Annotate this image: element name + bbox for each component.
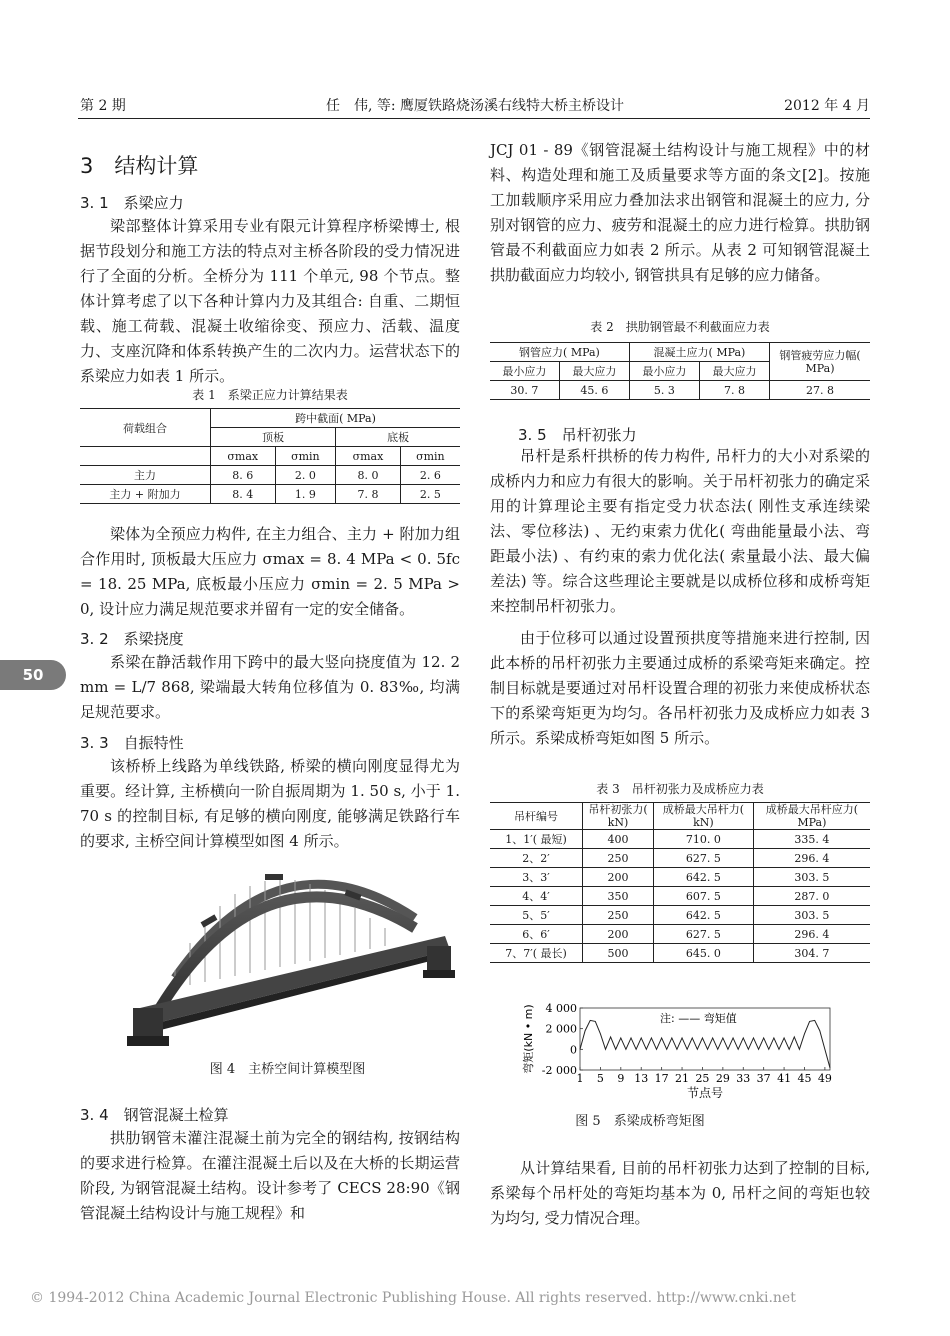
table1-smin: σmin	[416, 449, 445, 463]
table-cell: 250	[583, 849, 654, 868]
y-tick-label: 0	[570, 1043, 577, 1057]
chart-legend: 注: —— 弯矩值	[660, 1012, 737, 1025]
section-3-heading: 3 结构计算	[80, 154, 199, 178]
table2-min: 最小应力	[629, 362, 699, 381]
section-3-1-heading: 3. 1 系梁应力	[80, 194, 184, 212]
figure4-caption: 图 4 主桥空间计算模型图	[209, 1062, 366, 1077]
x-tick-label: 45	[797, 1072, 812, 1085]
table-cell: 主力 + 附加力	[80, 485, 211, 504]
table-row	[490, 868, 870, 887]
section-3-5-heading: 3. 5 吊杆初张力	[518, 426, 637, 444]
header-issue: 第 2 期	[80, 98, 126, 114]
table-cell: 8. 6	[211, 466, 276, 485]
x-tick-label: 37	[756, 1072, 771, 1085]
table-cell: 645. 0	[654, 944, 754, 963]
table-cell: 304. 7	[794, 946, 830, 960]
table2-steel: 钢管应力( MPa)	[490, 343, 629, 362]
y-tick-label: 4 000	[545, 1002, 577, 1015]
table-cell: 4、4′	[490, 887, 583, 906]
header-date: 2012 年 4 月	[784, 98, 870, 114]
table3-h3: 成桥最大吊杆应力( MPa)	[765, 803, 859, 829]
table-row	[490, 381, 870, 400]
table2-max: 最大应力	[559, 362, 629, 381]
table-cell: 350	[583, 887, 654, 906]
table1-smin: σmin	[275, 447, 336, 466]
table2-caption: 表 2 拱肋钢管最不利截面应力表	[590, 320, 770, 334]
table-cell: 8. 0	[336, 466, 401, 485]
x-tick-label: 41	[777, 1072, 792, 1085]
table1-smax: σmax	[211, 447, 276, 466]
table-row	[80, 466, 460, 485]
y-axis-label: 弯矩(kN • m)	[522, 1004, 535, 1074]
table-cell: 627. 5	[654, 925, 754, 944]
table2-max: 最大应力	[699, 362, 769, 381]
table2-min: 最小应力	[490, 362, 559, 381]
table-cell: 2. 0	[275, 466, 336, 485]
x-tick-label: 49	[817, 1072, 832, 1085]
table-cell: 710. 0	[654, 830, 754, 849]
table-cell: 642. 5	[654, 906, 754, 925]
table-cell: 250	[583, 906, 654, 925]
table-cell: 8. 4	[211, 485, 276, 504]
table1-top: 顶板	[211, 428, 336, 447]
page-number-tab: 50	[0, 660, 66, 690]
section-3-2-heading: 3. 2 系梁挠度	[80, 630, 184, 648]
table-cell: 400	[583, 830, 654, 849]
table-cell: 303. 5	[794, 908, 830, 922]
table-cell: 607. 5	[654, 887, 754, 906]
table-cell: 7、7′( 最长)	[490, 944, 583, 963]
header-rule	[78, 118, 870, 119]
table1-smax: σmax	[336, 447, 401, 466]
table2-concrete: 混凝土应力( MPa)	[629, 343, 769, 362]
table-cell: 1. 9	[275, 485, 336, 504]
x-tick-label: 9	[617, 1072, 625, 1085]
table-cell: 27. 8	[806, 383, 834, 397]
x-tick-label: 17	[654, 1072, 669, 1085]
table1-caption: 表 1 系梁正应力计算结果表	[192, 388, 348, 402]
table-cell: 200	[583, 868, 654, 887]
x-tick-label: 5	[596, 1072, 604, 1085]
x-axis-label: 节点号	[686, 1086, 724, 1100]
table-cell: 30. 7	[490, 381, 559, 400]
table1-bottom: 底板	[336, 428, 460, 447]
table-cell: 45. 6	[559, 381, 629, 400]
table-cell: 287. 0	[794, 889, 830, 903]
table-cell: 5、5′	[490, 906, 583, 925]
table-cell: 296. 4	[794, 927, 830, 941]
table-row	[490, 887, 870, 906]
table3	[490, 802, 870, 963]
x-tick-label: 25	[695, 1072, 710, 1085]
table-cell: 2. 5	[419, 487, 441, 501]
table-row	[490, 906, 870, 925]
table-row	[490, 830, 870, 849]
table1-col-group: 荷载组合	[80, 409, 211, 447]
y-tick-label: 2 000	[545, 1022, 577, 1036]
section-3-4-heading: 3. 4 钢管混凝土检算	[80, 1106, 229, 1124]
bridge-model-figure	[115, 858, 460, 1048]
table-cell: 200	[583, 925, 654, 944]
section-3-5-para2: 由于位移可以通过设置预拱度等措施来进行控制, 因此本桥的吊杆初张力主要通过成桥的系梁弯矩来确定。控制目标就是要通过对吊杆设置合理的初张力来使成桥状态下的系梁弯矩更为均匀。各吊杆初张力及成桥应力如表 3 所示。系梁成桥弯矩如图 5 所示。	[490, 629, 870, 747]
section-3-3-para: 该桥桥上线路为单线铁路, 桥梁的横向刚度显得尤为重要。经计算, 主桥横向一阶自振周期为 1. 50 s, 小于 1. 70 s 的控制目标, 有足够的横向刚度, 能够满足铁路行车的要求, 主桥空间计算模型如图 4 所示。	[80, 757, 460, 850]
table3-caption: 表 3 吊杆初张力及成桥应力表	[596, 782, 764, 796]
table3-body	[490, 830, 870, 963]
table-cell: 5. 3	[629, 381, 699, 400]
section-3-5-para3: 从计算结果看, 目前的吊杆初张力达到了控制的目标, 系梁每个吊杆处的弯矩均基本为 0, 吊杆之间的弯矩也较为均匀, 受力情况合理。	[490, 1159, 870, 1227]
table-cell: 6、6′	[490, 925, 583, 944]
table2-fatigue: 钢管疲劳应力幅( MPa)	[770, 343, 871, 381]
x-tick-label: 33	[736, 1072, 751, 1085]
moment-series-line	[580, 1020, 830, 1068]
table-cell: 2. 6	[419, 468, 441, 482]
table2	[490, 342, 870, 400]
copyright-footer: © 1994-2012 China Academic Journal Electronic Publishing House. All rights reserved. http://www.cnki.net	[30, 1290, 796, 1306]
table-cell: 303. 5	[794, 870, 830, 884]
section-3-3-heading: 3. 3 自振特性	[80, 734, 184, 752]
section-3-1-para2: 梁体为全预应力构件, 在主力组合、主力 + 附加力组合作用时, 顶板最大压应力 σmax = 8. 4 MPa < 0. 5fc = 18. 25 MPa, 底板最小压应力 σmin = 2. 5 MPa > 0, 设计应力满足规范要求并留有一定的安全储备。	[80, 525, 460, 618]
table-cell: 627. 5	[654, 849, 754, 868]
section-3-2-para: 系梁在静活载作用下跨中的最大竖向挠度值为 12. 2 mm = L/7 868, 梁端最大转角位移值为 0. 83‰, 均满足规范要求。	[80, 653, 460, 721]
x-tick-label: 29	[715, 1072, 730, 1085]
moment-chart	[520, 1000, 840, 1100]
y-tick-label: -2 000	[541, 1064, 577, 1077]
table-cell: 296. 4	[794, 851, 830, 865]
figure5-caption: 图 5 系梁成桥弯矩图	[575, 1114, 705, 1129]
table-cell: 主力	[80, 466, 211, 485]
table3-h0: 吊杆编号	[490, 803, 583, 830]
table-cell: 1、1′( 最短)	[490, 830, 583, 849]
table-row	[490, 944, 870, 963]
table-cell: 7. 8	[699, 381, 769, 400]
section-3-1-para1: 梁部整体计算采用专业有限元计算程序桥梁博士, 根据节段划分和施工方法的特点对主桥各阶段的受力情况进行了全面的分析。全桥分为 111 个单元, 98 个节点。整体计算考虑了以下各种计算内力及其组合: 自重、二期恒载、施工荷载、混凝土收缩徐变、预应力、活载、温度力、支座沉降和体系转换产生的二次内力。运营状态下的系梁应力如表 1 所示。	[80, 217, 460, 385]
table-row	[490, 925, 870, 944]
section-3-4-para-right: JCJ 01 - 89《钢管混凝土结构设计与施工规程》中的材料、构造处理和施工及质量要求等方面的条文[2]。按施工加载顺序采用应力叠加法求出钢管和混凝土的应力, 分别对钢管的应力、疲劳和混凝土的应力进行检算。拱肋钢管最不利截面应力如表 2 所示。从表 2 可知钢管混凝土拱肋截面应力均较小, 钢管拱具有足够的应力储备。	[490, 141, 870, 284]
table-cell: 7. 8	[336, 485, 401, 504]
section-3-4-para-left: 拱肋钢管未灌注混凝土前为完全的钢结构, 按钢结构的要求进行检算。在灌注混凝土后以及在大桥的长期运营阶段, 为钢管混凝土结构。设计参考了 CECS 28:90《钢管混凝土结构设计与施工规程》和	[80, 1129, 460, 1222]
table3-h1: 吊杆初张力( kN)	[583, 803, 654, 830]
table-row	[80, 485, 460, 504]
table-cell: 2、2′	[490, 849, 583, 868]
x-tick-label: 21	[675, 1072, 690, 1085]
table-cell: 642. 5	[654, 868, 754, 887]
header-title: 任 伟, 等: 鹰厦铁路烧汤溪右线特大桥主桥设计	[325, 98, 625, 114]
table-cell: 3、3′	[490, 868, 583, 887]
section-3-5-para1: 吊杆是系杆拱桥的传力构件, 吊杆力的大小对系梁的成桥内力和应力有很大的影响。关于吊杆初张力的确定采用的计算理论主要有指定受力状态法( 刚性支承连续梁法、零位移法) 、无约束索力优化( 弯曲能量最小法、弯距最小法) 、有约束的索力优化法( 索量最小法、最大偏差法) 等。综合这些理论主要就是以成桥位移和成桥弯矩来控制吊杆初张力。	[490, 447, 870, 615]
table1	[80, 408, 460, 504]
table-row	[490, 849, 870, 868]
table1-span-header: 跨中截面( MPa)	[211, 409, 461, 428]
table-cell: 335. 4	[794, 832, 830, 846]
x-tick-label: 1	[576, 1072, 584, 1085]
x-tick-label: 13	[634, 1072, 649, 1085]
table-cell: 500	[583, 944, 654, 963]
table3-h2: 成桥最大吊杆力( kN)	[654, 803, 754, 830]
